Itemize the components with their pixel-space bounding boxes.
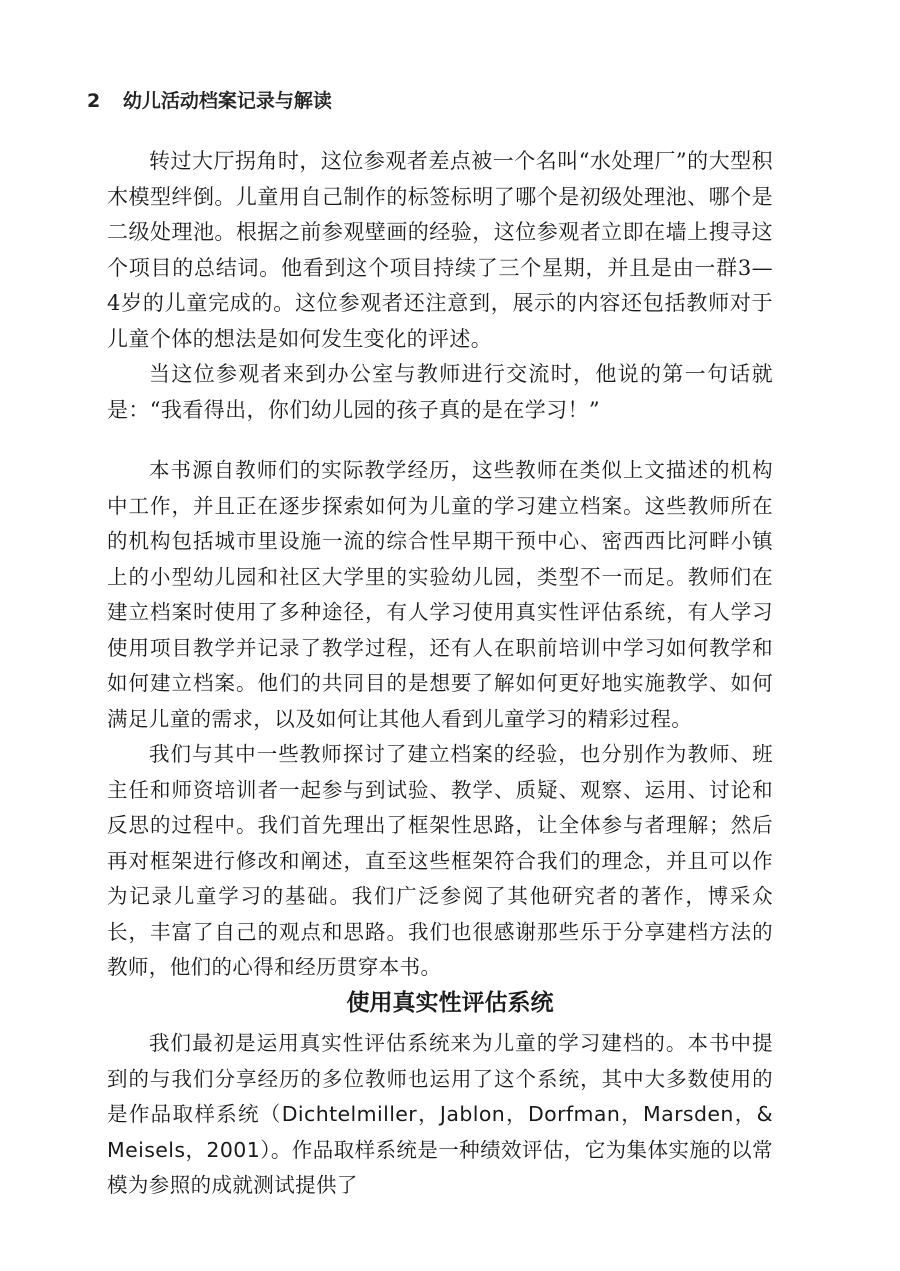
- body-text: [107, 453, 773, 986]
- quote-paragraph: 当这位参观者来到办公室与教师进行交流时，他说的第一句话就是：“我看得出，你们幼儿园的孩子真的是在学习！”: [107, 362, 773, 422]
- running-header: [87, 86, 332, 113]
- page-number: 2: [87, 90, 101, 112]
- body-paragraph: 本书源自教师们的实际教学经历，这些教师在类似上文描述的机构中工作，并且正在逐步探索如何为儿童的学习建立档案。这些教师所在的机构包括城市里设施一流的综合性早期干预中心、密西西比河畔小镇上的小型幼儿园和社区大学里的实验幼儿园，类型不一而足。教师们在建立档案时使用了多种途径，有人学习使用真实性评估系统，有人学习使用项目教学并记录了教学过程，还有人在职前培训中学习如何教学和如何建立档案。他们的共同目的是想要了解如何更好地实施教学、如何满足儿童的需求，以及如何让其他人看到儿童学习的精彩过程。: [107, 458, 773, 731]
- quote-paragraph: 转过大厅拐角时，这位参观者差点被一个名叫“水处理厂”的大型积木模型绊倒。儿童用自己制作的标签标明了哪个是初级处理池、哪个是二级处理池。根据之前参观壁画的经验，这位参观者立即在墙上搜寻这个项目的总结词。他看到这个项目持续了三个星期，并且是由一群3—4岁的儿童完成的。这位参观者还注意到，展示的内容还包括教师对于儿童个体的想法是如何发生变化的评述。: [107, 149, 773, 351]
- section-heading: 使用真实性评估系统: [346, 989, 554, 1016]
- body-paragraph: 我们与其中一些教师探讨了建立档案的经验，也分别作为教师、班主任和师资培训者一起参与到试验、教学、质疑、观察、运用、讨论和反思的过程中。我们首先理出了框架性思路，让全体参与者理解；然后再对框架进行修改和阐述，直至这些框架符合我们的理念，并且可以作为记录儿童学习的基础。我们广泛参阅了其他研究者的著作，博采众长，丰富了自己的观点和思路。我们也很感谢那些乐于分享建档方法的教师，他们的心得和经历贯穿本书。: [107, 742, 773, 979]
- body-paragraph: 我们最初是运用真实性评估系统来为儿童的学习建档的。本书中提到的与我们分享经历的多位教师也运用了这个系统，其中大多数使用的是作品取样系统（Dichtelmiller，Jablon，Dorfman，Marsden，& Meisels，2001）。作品取样系统是一种绩效评估，它为集体实施的以常模为参照的成就测试提供了: [107, 1031, 773, 1197]
- quoted-passage: [107, 144, 773, 428]
- book-title: 幼儿活动档案记录与解读: [122, 90, 332, 112]
- section-body: [107, 1026, 773, 1204]
